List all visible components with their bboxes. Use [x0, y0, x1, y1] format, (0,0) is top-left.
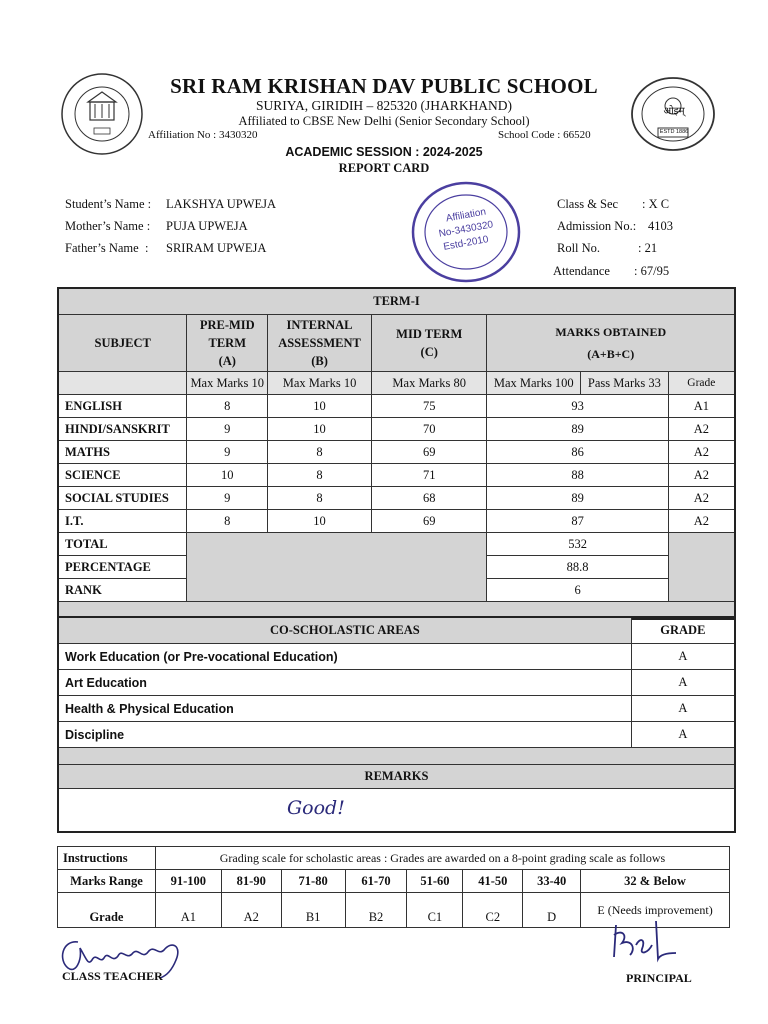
marks-c-cell: 69	[371, 441, 487, 464]
student-name-label: Student’s Name :	[65, 197, 152, 211]
grade-scale-cell: C2	[463, 893, 523, 928]
school-code: School Code : 66520	[498, 129, 591, 141]
grade-row-label: Grade	[58, 893, 156, 928]
term-marks-table	[57, 287, 736, 620]
range-cell: 33-40	[523, 870, 581, 893]
grey-separator	[58, 748, 735, 765]
marks-a-cell: 8	[187, 395, 268, 418]
marks-c-cell: 69	[371, 510, 487, 533]
total-cell: 87	[487, 510, 668, 533]
grade-scale-cell: A2	[221, 893, 281, 928]
total-cell: 89	[487, 418, 668, 441]
max-marks-c: Max Marks 80	[371, 372, 487, 395]
internal-assessment-header: INTERNAL ASSESSMENT (B)	[268, 315, 372, 372]
total-cell: 88	[487, 464, 668, 487]
student-name: LAKSHYA UPWEJA	[166, 197, 277, 211]
marks-c-cell: 70	[371, 418, 487, 441]
grade-cell: A2	[668, 510, 735, 533]
subject-cell: SOCIAL STUDIES	[58, 487, 187, 510]
marks-b-cell: 8	[268, 441, 372, 464]
pre-mid-header: PRE-MID TERM (A)	[187, 315, 268, 372]
summary-grade-grey	[668, 533, 735, 602]
stamp-line-1: Affiliation	[445, 206, 487, 225]
percentage-label: PERCENTAGE	[58, 556, 187, 579]
grade-cell: A2	[668, 464, 735, 487]
grade-scale-cell: B1	[281, 893, 345, 928]
marks-c-cell: 71	[371, 464, 487, 487]
table-row	[58, 510, 735, 533]
affiliation-text: Affiliated to CBSE New Delhi (Senior Secondary School)	[238, 114, 530, 128]
subject-cell: I.T.	[58, 510, 187, 533]
grade-header: Grade	[668, 372, 735, 395]
table-row	[58, 441, 735, 464]
total-cell: 89	[487, 487, 668, 510]
marks-a-cell: 10	[187, 464, 268, 487]
list-item	[58, 644, 735, 670]
subject-cell: ENGLISH	[58, 395, 187, 418]
range-cell: 61-70	[345, 870, 407, 893]
marks-c-cell: 68	[371, 487, 487, 510]
dav-logo-estd: ESTD 1886	[659, 129, 689, 135]
range-cell: 81-90	[221, 870, 281, 893]
marks-a-cell: 9	[187, 418, 268, 441]
remarks-text: Good!	[287, 797, 345, 819]
marks-b-cell: 8	[268, 487, 372, 510]
total-label: TOTAL	[58, 533, 187, 556]
instructions-text: Grading scale for scholastic areas : Grades are awarded on a 8-point grading scale as follows	[155, 847, 729, 870]
co-scholastic-title: CO-SCHOLASTIC AREAS	[58, 617, 631, 644]
instructions-label: Instructions	[58, 847, 156, 870]
rank-label: RANK	[58, 579, 187, 602]
max-marks-blank	[58, 372, 187, 395]
grade-cell: A1	[668, 395, 735, 418]
list-item	[58, 696, 735, 722]
table-row	[58, 487, 735, 510]
marks-range-label: Marks Range	[58, 870, 156, 893]
admission-label: Admission No.:	[557, 219, 637, 233]
affiliation-number: Affiliation No : 3430320	[148, 129, 258, 141]
stamp-line-2: No-3430320	[437, 219, 495, 240]
grade-cell: A2	[668, 441, 735, 464]
grade-scale-cell: A1	[155, 893, 221, 928]
marks-a-cell: 9	[187, 487, 268, 510]
co-grade: A	[631, 696, 735, 722]
range-cell: 41-50	[463, 870, 523, 893]
academic-session: ACADEMIC SESSION : 2024-2025	[285, 145, 483, 159]
marks-a-cell: 9	[187, 441, 268, 464]
range-cell: 91-100	[155, 870, 221, 893]
co-grade: A	[631, 722, 735, 748]
range-cell: 32 & Below	[581, 870, 730, 893]
max-marks-a: Max Marks 10	[187, 372, 268, 395]
marks-b-cell: 10	[268, 395, 372, 418]
term-title: TERM-I	[58, 288, 735, 315]
subject-cell: SCIENCE	[58, 464, 187, 487]
admission-value: 4103	[648, 219, 673, 233]
table-row	[58, 418, 735, 441]
co-area: Work Education (or Pre-vocational Education)	[58, 644, 631, 670]
dav-logo-center-text: ओइम्	[663, 106, 685, 117]
grade-scale-cell: C1	[407, 893, 463, 928]
mother-name-label: Mother’s Name :	[65, 219, 151, 233]
attendance-value: : 67/95	[634, 264, 670, 278]
percentage-value: 88.8	[487, 556, 668, 579]
rank-value: 6	[487, 579, 668, 602]
mid-term-header: MID TERM (C)	[371, 315, 487, 372]
total-value: 532	[487, 533, 668, 556]
class-label: Class & Sec	[557, 197, 619, 211]
co-area: Discipline	[58, 722, 631, 748]
total-cell: 86	[487, 441, 668, 464]
attendance-label: Attendance	[553, 264, 610, 278]
report-card-title: REPORT CARD	[338, 161, 430, 175]
class-value: : X C	[642, 197, 670, 211]
school-name: SRI RAM KRISHAN DAV PUBLIC SCHOOL	[170, 74, 598, 98]
max-marks-total: Max Marks 100	[487, 372, 581, 395]
table-row	[58, 464, 735, 487]
total-cell: 93	[487, 395, 668, 418]
range-cell: 71-80	[281, 870, 345, 893]
table-row	[58, 395, 735, 418]
co-area: Art Education	[58, 670, 631, 696]
grade-cell: A2	[668, 487, 735, 510]
range-cell: 51-60	[407, 870, 463, 893]
co-scholastic-grade-header: GRADE	[631, 617, 735, 644]
class-teacher-label: CLASS TEACHER	[62, 969, 163, 983]
list-item	[58, 670, 735, 696]
marks-a-cell: 8	[187, 510, 268, 533]
remarks-box	[58, 789, 735, 833]
principal-signature	[606, 915, 686, 970]
stamp-line-3: Estd-2010	[442, 234, 490, 253]
subject-header: SUBJECT	[58, 315, 187, 372]
school-address: SURIYA, GIRIDIH – 825320 (JHARKHAND)	[255, 98, 513, 113]
marks-b-cell: 8	[268, 464, 372, 487]
subject-cell: HINDI/SANSKRIT	[58, 418, 187, 441]
grade-cell: A2	[668, 418, 735, 441]
pass-marks: Pass Marks 33	[581, 372, 669, 395]
roll-label: Roll No.	[557, 241, 601, 255]
grade-scale-cell: B2	[345, 893, 407, 928]
grade-scale-cell: D	[523, 893, 581, 928]
co-grade: A	[631, 644, 735, 670]
marks-c-cell: 75	[371, 395, 487, 418]
co-area: Health & Physical Education	[58, 696, 631, 722]
marks-b-cell: 10	[268, 510, 372, 533]
subject-cell: MATHS	[58, 441, 187, 464]
list-item	[58, 722, 735, 748]
co-scholastic-table	[57, 616, 736, 833]
summary-grey-block	[187, 533, 487, 602]
remarks-title: REMARKS	[58, 765, 735, 789]
principal-label: PRINCIPAL	[626, 971, 692, 985]
grade-scale-cell: E (Needs improvement)	[581, 893, 730, 928]
roll-value: : 21	[638, 241, 658, 255]
father-name: SRIRAM UPWEJA	[166, 241, 267, 255]
father-name-label: Father’s Name :	[65, 241, 149, 255]
co-grade: A	[631, 670, 735, 696]
max-marks-b: Max Marks 10	[268, 372, 372, 395]
mother-name: PUJA UPWEJA	[166, 219, 248, 233]
marks-b-cell: 10	[268, 418, 372, 441]
marks-obtained-header: MARKS OBTAINED (A+B+C)	[487, 315, 735, 372]
